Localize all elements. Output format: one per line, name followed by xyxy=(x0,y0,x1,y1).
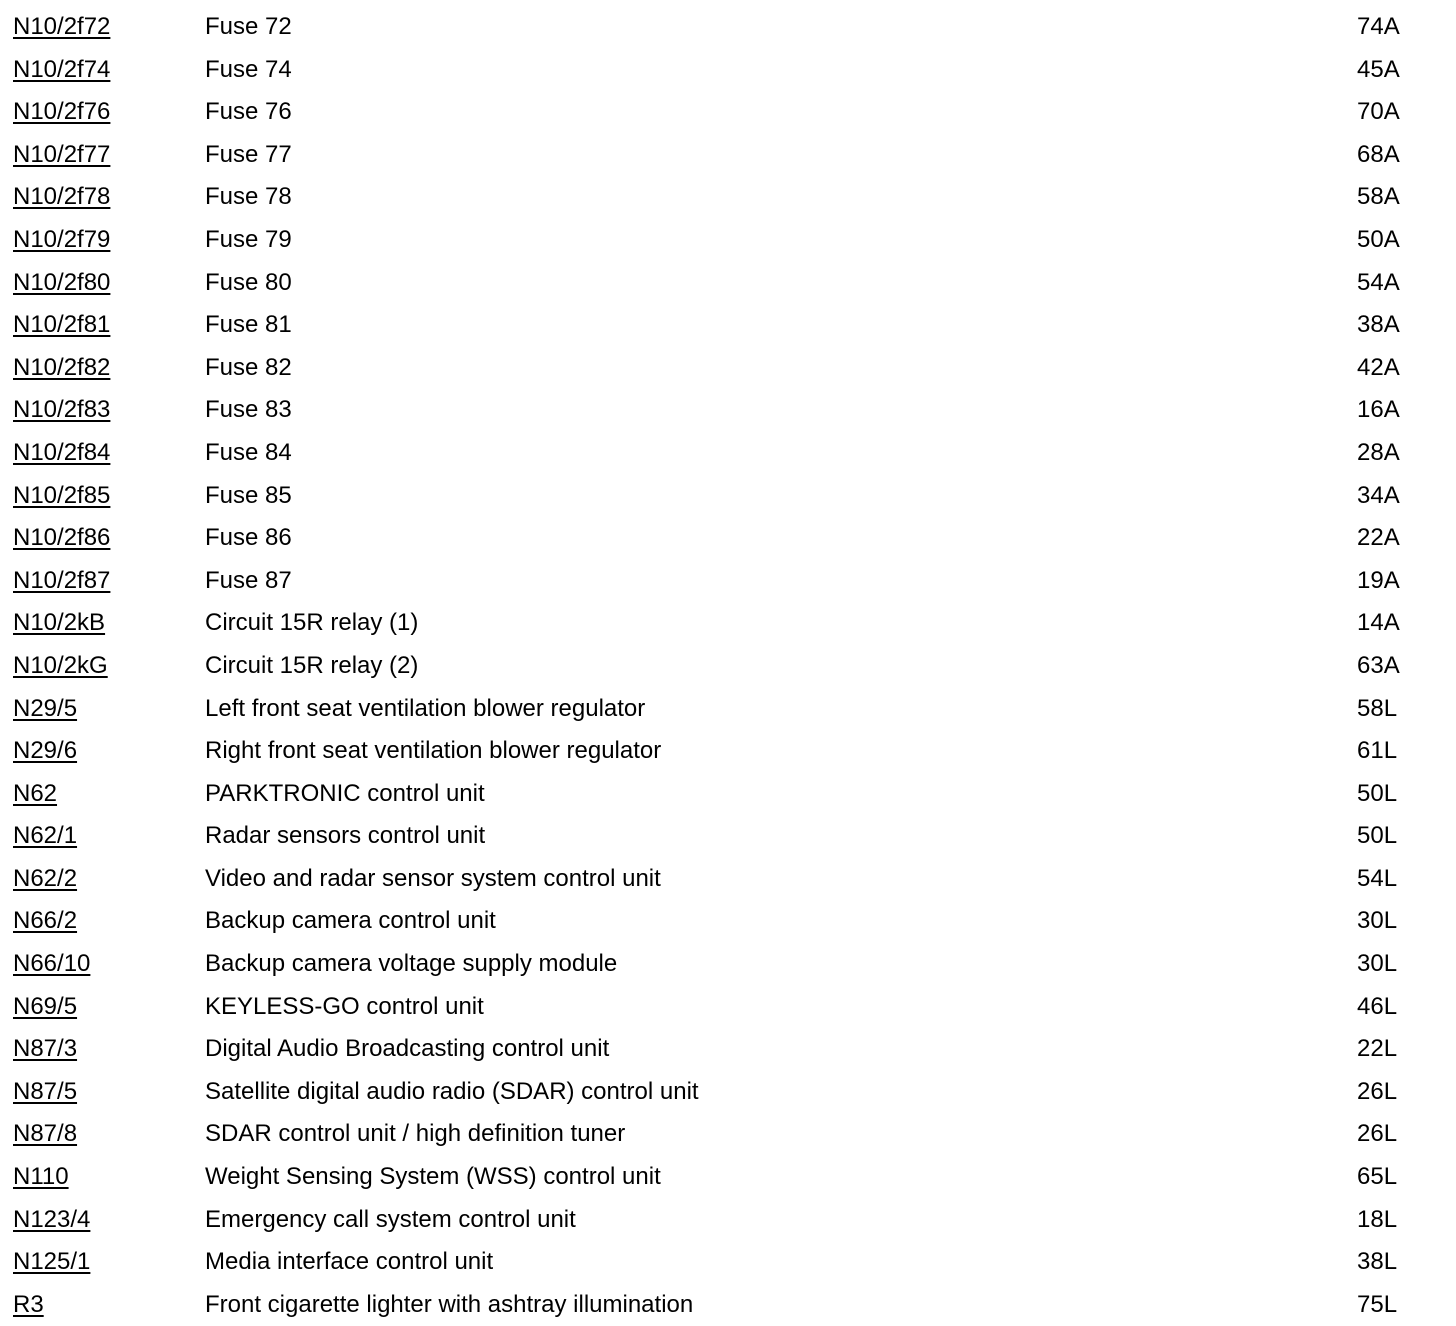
component-location: 46L xyxy=(1357,992,1398,1020)
component-code-link[interactable]: N10/2f78 xyxy=(13,183,111,211)
component-location: 34A xyxy=(1357,481,1400,509)
component-code-link[interactable]: N10/2kB xyxy=(13,609,106,637)
component-description: Digital Audio Broadcasting control unit xyxy=(205,1035,610,1063)
table-row xyxy=(0,1199,1456,1242)
table-row xyxy=(0,1241,1456,1284)
component-description: Front cigarette lighter with ashtray illumination xyxy=(205,1290,694,1318)
component-code-link[interactable]: N10/2f74 xyxy=(13,55,111,83)
component-location: 45A xyxy=(1357,55,1400,83)
table-row xyxy=(0,858,1456,901)
component-code-link[interactable]: N87/3 xyxy=(13,1035,78,1063)
component-code-link[interactable]: N10/2f79 xyxy=(13,225,111,253)
table-row xyxy=(0,986,1456,1029)
component-code-link[interactable]: N87/8 xyxy=(13,1120,78,1148)
table-row xyxy=(0,602,1456,645)
component-description: Circuit 15R relay (2) xyxy=(205,651,419,679)
table-row xyxy=(0,432,1456,475)
table-row xyxy=(0,91,1456,134)
component-location: 58L xyxy=(1357,694,1398,722)
component-description: SDAR control unit / high definition tuner xyxy=(205,1120,626,1148)
table-row xyxy=(0,1071,1456,1114)
component-description: KEYLESS-GO control unit xyxy=(205,992,484,1020)
component-code-link[interactable]: N66/10 xyxy=(13,950,91,978)
component-description: Right front seat ventilation blower regulator xyxy=(205,737,662,765)
component-description: Emergency call system control unit xyxy=(205,1205,576,1233)
component-description: Satellite digital audio radio (SDAR) control unit xyxy=(205,1077,699,1105)
component-location: 26L xyxy=(1357,1120,1398,1148)
component-code-link[interactable]: N10/2f76 xyxy=(13,98,111,126)
component-location: 74A xyxy=(1357,13,1400,40)
component-location: 28A xyxy=(1357,438,1400,466)
component-location: 75L xyxy=(1357,1290,1398,1318)
table-row xyxy=(0,176,1456,219)
component-location: 26L xyxy=(1357,1077,1398,1105)
component-description: Fuse 85 xyxy=(205,481,292,509)
table-row xyxy=(0,517,1456,560)
component-code-link[interactable]: N69/5 xyxy=(13,992,78,1020)
component-description: Backup camera voltage supply module xyxy=(205,950,618,978)
component-code-link[interactable]: N29/6 xyxy=(13,737,78,765)
table-row xyxy=(0,560,1456,603)
component-code-link[interactable]: N66/2 xyxy=(13,907,78,935)
component-description: Media interface control unit xyxy=(205,1248,494,1276)
component-code-link[interactable]: N10/2f80 xyxy=(13,268,111,296)
component-location: 50A xyxy=(1357,225,1400,253)
component-location: 22L xyxy=(1357,1035,1398,1063)
table-row xyxy=(0,6,1456,49)
component-location: 63A xyxy=(1357,651,1400,679)
table-row xyxy=(0,773,1456,816)
component-location: 30L xyxy=(1357,907,1398,935)
table-row xyxy=(0,134,1456,177)
table-row xyxy=(0,49,1456,92)
table-row xyxy=(0,1156,1456,1199)
component-description: Fuse 83 xyxy=(205,396,292,424)
table-row xyxy=(0,943,1456,986)
component-description: PARKTRONIC control unit xyxy=(205,779,485,807)
component-code-link[interactable]: N10/2f83 xyxy=(13,396,111,424)
table-row xyxy=(0,262,1456,305)
component-code-link[interactable]: R3 xyxy=(13,1290,44,1318)
component-code-link[interactable]: N123/4 xyxy=(13,1205,91,1233)
component-location: 58A xyxy=(1357,183,1400,211)
component-description: Radar sensors control unit xyxy=(205,822,486,850)
component-description: Fuse 79 xyxy=(205,225,292,253)
component-location: 38L xyxy=(1357,1248,1398,1276)
component-code-link[interactable]: N62 xyxy=(13,779,58,807)
table-row xyxy=(0,645,1456,688)
component-description: Fuse 72 xyxy=(205,13,292,40)
component-description: Backup camera control unit xyxy=(205,907,496,935)
table-row xyxy=(0,1284,1456,1326)
component-code-link[interactable]: N10/2f87 xyxy=(13,566,111,594)
component-location: 42A xyxy=(1357,353,1400,381)
component-location: 50L xyxy=(1357,822,1398,850)
component-location: 22A xyxy=(1357,524,1400,552)
component-code-link[interactable]: N62/2 xyxy=(13,864,78,892)
component-code-link[interactable]: N10/2kG xyxy=(13,651,108,679)
table-row xyxy=(0,1113,1456,1156)
component-code-link[interactable]: N10/2f85 xyxy=(13,481,111,509)
component-description: Left front seat ventilation blower regulator xyxy=(205,694,646,722)
table-row xyxy=(0,688,1456,731)
component-description: Fuse 81 xyxy=(205,311,292,339)
component-code-link[interactable]: N10/2f86 xyxy=(13,524,111,552)
table-row xyxy=(0,1028,1456,1071)
table-row xyxy=(0,475,1456,518)
component-description: Fuse 74 xyxy=(205,55,292,83)
table-row xyxy=(0,389,1456,432)
component-location: 16A xyxy=(1357,396,1400,424)
component-location: 68A xyxy=(1357,140,1400,168)
component-location: 18L xyxy=(1357,1205,1398,1233)
component-code-link[interactable]: N110 xyxy=(13,1163,69,1191)
component-description: Fuse 82 xyxy=(205,353,292,381)
component-description: Fuse 86 xyxy=(205,524,292,552)
component-description: Fuse 78 xyxy=(205,183,292,211)
component-location: 54A xyxy=(1357,268,1400,296)
component-location: 61L xyxy=(1357,737,1398,765)
component-location: 14A xyxy=(1357,609,1400,637)
table-row xyxy=(0,304,1456,347)
component-code-link[interactable]: N10/2f77 xyxy=(13,140,111,168)
table-row xyxy=(0,730,1456,773)
table-row xyxy=(0,815,1456,858)
component-code-link[interactable]: N10/2f72 xyxy=(13,13,111,40)
component-code-link[interactable]: N10/2f84 xyxy=(13,438,111,466)
component-location: 70A xyxy=(1357,98,1400,126)
component-code-link[interactable]: N125/1 xyxy=(13,1248,91,1276)
component-location: 38A xyxy=(1357,311,1400,339)
table-row xyxy=(0,347,1456,390)
component-location: 65L xyxy=(1357,1163,1398,1191)
component-description: Fuse 87 xyxy=(205,566,292,594)
component-code-link[interactable]: N29/5 xyxy=(13,694,78,722)
component-description: Fuse 80 xyxy=(205,268,292,296)
table-row xyxy=(0,219,1456,262)
component-description: Fuse 84 xyxy=(205,438,292,466)
component-location: 30L xyxy=(1357,950,1398,978)
component-table xyxy=(0,6,1456,1326)
component-location: 54L xyxy=(1357,864,1398,892)
component-description: Circuit 15R relay (1) xyxy=(205,609,419,637)
component-description: Fuse 76 xyxy=(205,98,292,126)
component-code-link[interactable]: N87/5 xyxy=(13,1077,78,1105)
component-location: 50L xyxy=(1357,779,1398,807)
component-code-link[interactable]: N10/2f81 xyxy=(13,311,111,339)
table-row xyxy=(0,900,1456,943)
component-code-link[interactable]: N62/1 xyxy=(13,822,78,850)
component-location: 19A xyxy=(1357,566,1400,594)
component-description: Fuse 77 xyxy=(205,140,292,168)
component-code-link[interactable]: N10/2f82 xyxy=(13,353,111,381)
component-description: Video and radar sensor system control unit xyxy=(205,864,661,892)
component-description: Weight Sensing System (WSS) control unit xyxy=(205,1163,661,1191)
